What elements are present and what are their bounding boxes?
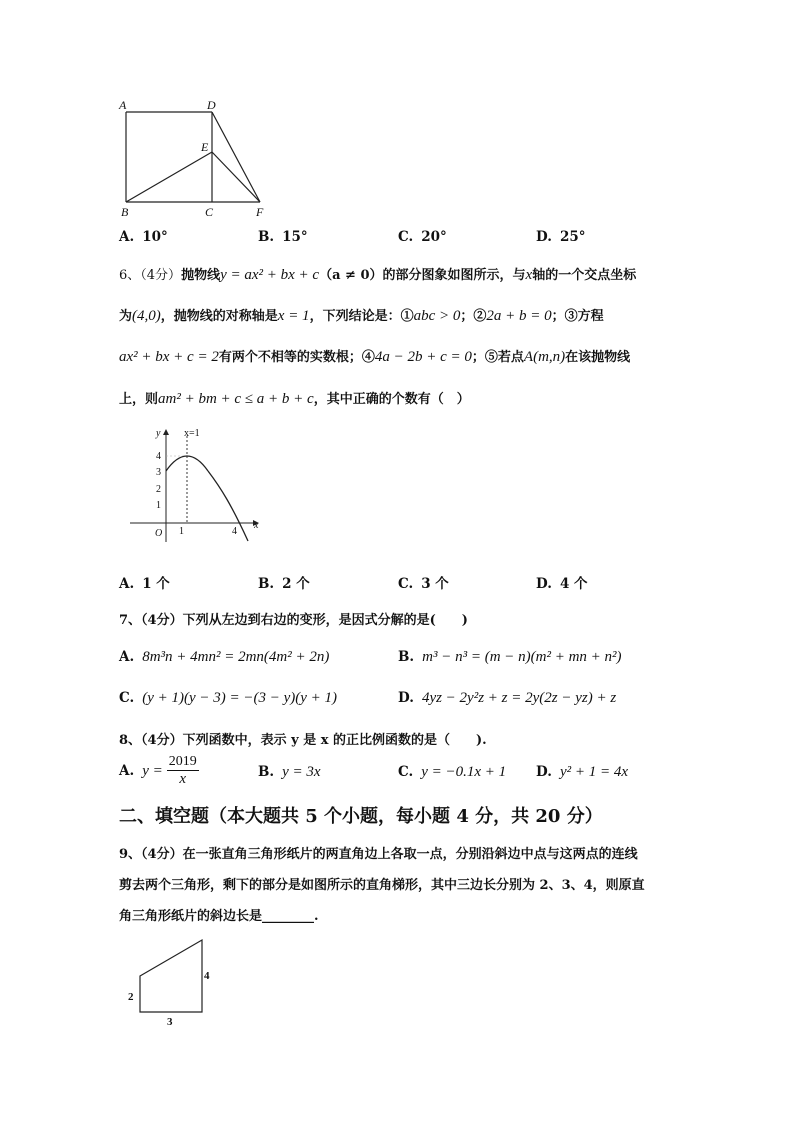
q5-figure — [110, 94, 280, 224]
label-c: C — [205, 205, 214, 219]
q6-text: 的部分图象如图所示，与 — [382, 268, 526, 283]
q5-option-b[interactable] — [258, 229, 308, 245]
q6-line-1 — [119, 264, 636, 284]
q5-option-a[interactable] — [119, 229, 168, 245]
option-label: C. — [398, 764, 414, 780]
option-label: D. — [536, 764, 552, 780]
q6-conclusion-4: 4a − 2b + c = 0 — [374, 349, 472, 365]
q9-line-2: 剪去两个三角形，剩下的部分是如图所示的直角梯形，其中三边长分别为 2、3、4，则原直 — [119, 878, 645, 893]
q9-line-3: 角三角形纸片的斜边长是________. — [119, 909, 319, 924]
q6-conclusion-1: abc > 0 — [413, 308, 461, 324]
side-right-label: 4 — [204, 970, 210, 982]
tick-x-1: 1 — [179, 526, 184, 537]
option-label: D. — [536, 229, 552, 245]
q6-option-b[interactable] — [258, 572, 310, 592]
q6-line-2 — [119, 305, 604, 325]
q6-conclusion-2: 2a + b = 0 — [486, 308, 552, 324]
option-text: 4 个 — [559, 576, 588, 592]
option-label: C. — [119, 690, 135, 706]
option-text: y = 3x — [282, 764, 321, 780]
q6-text: ；⑤若点 — [471, 350, 524, 365]
segment-be — [126, 152, 212, 202]
fraction — [167, 754, 199, 788]
option-label: B. — [398, 649, 415, 665]
option-label: A. — [119, 649, 135, 665]
q6-line-4 — [119, 388, 470, 408]
tick-y-4: 4 — [156, 451, 161, 462]
q5-option-c[interactable] — [398, 229, 447, 245]
option-label: A. — [119, 763, 135, 779]
q6-text: ，其中正确的个数有（ ） — [313, 392, 470, 407]
option-label: C. — [398, 229, 414, 245]
q7-option-c[interactable] — [119, 690, 337, 707]
option-label: C. — [398, 576, 414, 592]
q5-option-d[interactable] — [536, 229, 585, 245]
label-e: E — [201, 140, 209, 154]
q6-option-a[interactable] — [119, 572, 170, 592]
label-b: B — [121, 205, 129, 219]
side-left-label: 2 — [128, 991, 134, 1003]
option-text: y² + 1 = 4x — [559, 764, 628, 780]
option-text: 25° — [559, 229, 586, 245]
option-text: 20° — [421, 229, 447, 245]
q6-text: 有两个不相等的实数根；④ — [218, 350, 375, 365]
q6-option-d[interactable] — [536, 572, 588, 592]
y-axis-label: y — [156, 428, 161, 439]
option-text: y = −0.1x + 1 — [421, 764, 507, 780]
q6-text: 在该抛物线 — [565, 350, 631, 365]
label-d: D — [207, 98, 216, 112]
q6-xvar: x — [525, 267, 533, 283]
fraction-numerator: 2019 — [168, 754, 197, 769]
option-label: A. — [119, 576, 135, 592]
option-text: 3 个 — [421, 576, 449, 592]
option-label: B. — [258, 576, 275, 592]
tick-y-1: 1 — [156, 500, 161, 511]
option-text: 2 个 — [282, 576, 310, 592]
q6-text: ；② — [460, 309, 487, 324]
q6-equation: y = ax² + bx + c — [220, 267, 320, 283]
parabola-curve-right — [208, 471, 248, 541]
label-a: A — [119, 98, 127, 112]
q6-conclusion-5: am² + bm + c ≤ a + b + c — [158, 391, 314, 407]
option-label: B. — [258, 764, 275, 780]
q6-condition: （a ≠ 0） — [319, 268, 383, 283]
option-label: D. — [398, 690, 414, 706]
q7-option-b[interactable] — [398, 649, 622, 666]
option-text: (y + 1)(y − 3) = −(3 − y)(y + 1) — [142, 690, 338, 706]
origin-label: O — [155, 528, 163, 539]
q6-text: ，抛物线的对称轴是 — [160, 309, 278, 324]
tick-y-2: 2 — [156, 484, 161, 495]
option-text: 15° — [282, 229, 308, 245]
symmetry-axis-label: x=1 — [184, 428, 200, 439]
q6-axis: x = 1 — [277, 308, 310, 324]
q8-option-b[interactable] — [258, 764, 321, 781]
q6-text: 抛物线 — [181, 268, 221, 283]
q6-point: (4,0) — [132, 308, 161, 324]
q7-option-d[interactable] — [398, 690, 616, 707]
side-bottom-label: 3 — [167, 1016, 173, 1028]
q6-text: 轴的一个交点坐标 — [532, 268, 637, 283]
fraction-denominator: x — [179, 771, 187, 787]
option-text: 10° — [142, 229, 168, 245]
option-lhs: y = — [142, 762, 163, 779]
q8-option-d[interactable] — [536, 764, 628, 781]
option-label: A. — [119, 229, 135, 245]
option-label: D. — [536, 576, 552, 592]
q6-text: 上，则 — [119, 392, 159, 407]
q6-text: ；③方程 — [551, 309, 604, 324]
tick-y-3: 3 — [156, 467, 161, 478]
q6-score: （4分） — [140, 268, 182, 283]
q9-line-1: 9、（4分）在一张直角三角形纸片的两直角边上各取一点，分别沿斜边中点与这两点的连线 — [119, 847, 638, 862]
tick-x-4: 4 — [232, 526, 237, 537]
q6-text: 为 — [119, 309, 133, 324]
q7-stem: 7、（4分）下列从左边到右边的变形，是因式分解的是( ) — [119, 613, 468, 628]
q8-stem: 8、（4分）下列函数中，表示 y 是 x 的正比例函数的是（ ). — [119, 733, 487, 748]
q6-option-c[interactable] — [398, 572, 449, 592]
q6-line-3 — [119, 346, 630, 366]
q6-parabola-graph — [126, 424, 276, 549]
trapezoid — [140, 940, 202, 1012]
q7-option-a[interactable] — [119, 649, 329, 666]
q6-conclusion-3: ax² + bx + c = 2 — [119, 349, 219, 365]
q8-option-c[interactable] — [398, 764, 506, 781]
segment-df — [212, 112, 260, 202]
q9-trapezoid-figure — [120, 932, 220, 1032]
q6-text: ，下列结论是：① — [309, 309, 414, 324]
label-f: F — [256, 205, 264, 219]
q6-number: 6、 — [119, 268, 141, 283]
q6-point-a: A(m,n) — [523, 349, 566, 365]
option-label: B. — [258, 229, 275, 245]
section-title: 二、填空题（本大题共 5 个小题，每小题 4 分，共 20 分） — [119, 806, 603, 827]
x-axis-label: x — [254, 520, 259, 531]
option-text: m³ − n³ = (m − n)(m² + mn + n²) — [422, 649, 622, 665]
option-text: 1 个 — [142, 576, 170, 592]
option-text: 8m³n + 4mn² = 2mn(4m² + 2n) — [142, 649, 330, 665]
segment-ef — [212, 152, 260, 202]
q8-option-a[interactable] — [119, 754, 199, 788]
option-text: 4yz − 2y²z + z = 2y(2z − yz) + z — [421, 690, 617, 706]
